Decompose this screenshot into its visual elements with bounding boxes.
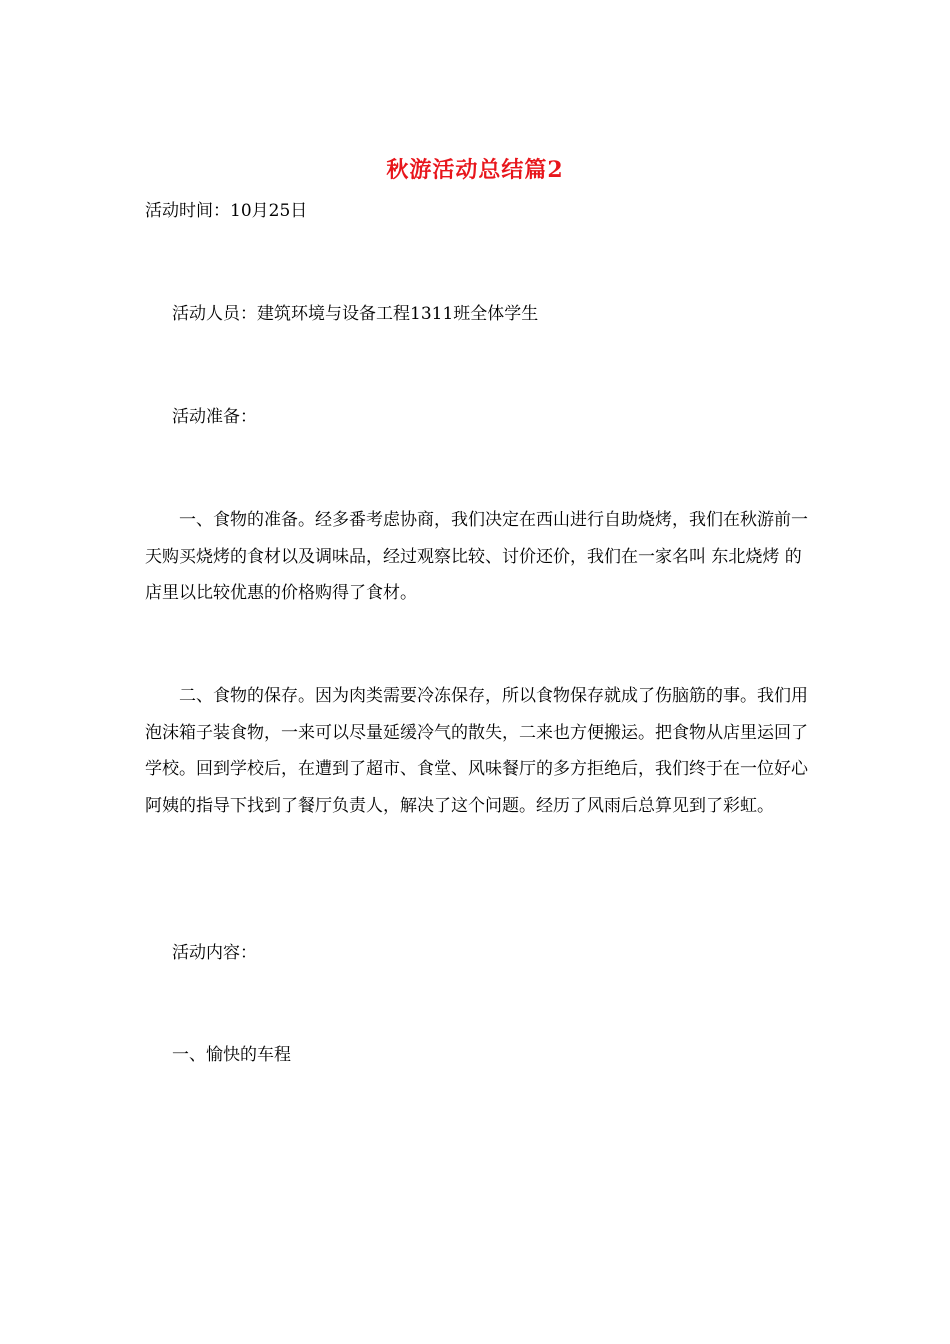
document-title: 秋游活动总结篇2 (386, 157, 564, 183)
section-one-heading: 一、愉快的车程 (172, 1045, 291, 1065)
prep-heading: 活动准备： (172, 407, 257, 427)
paragraph-food-storage: 二、食物的保存。因为肉类需要冷冻保存，所以食物保存就成了伤脑筋的事。我们用泡沫箱子装食物，一来可以尽量延缓冷气的散失，二来也方便搬运。把食物从店里运回了学校。回到学校后，在遭到了超市、食堂、风味餐厅的多方拒绝后，我们终于在一位好心阿姨的指导下找到了餐厅负责人，解决了这个问题。经历了风雨后总算见到了彩虹。 (145, 686, 808, 816)
activity-people: 活动人员：建筑环境与设备工程1311班全体学生 (172, 304, 539, 324)
content-heading: 活动内容： (172, 943, 257, 963)
paragraph-food-prep: 一、食物的准备。经多番考虑协商，我们决定在西山进行自助烧烤，我们在秋游前一天购买烧烤的食材以及调味品，经过观察比较、讨价还价，我们在一家名叫 东北烧烤 的店里以比较优惠的价格购得了食材。 (145, 510, 808, 603)
activity-time: 活动时间：10月25日 (145, 201, 308, 221)
